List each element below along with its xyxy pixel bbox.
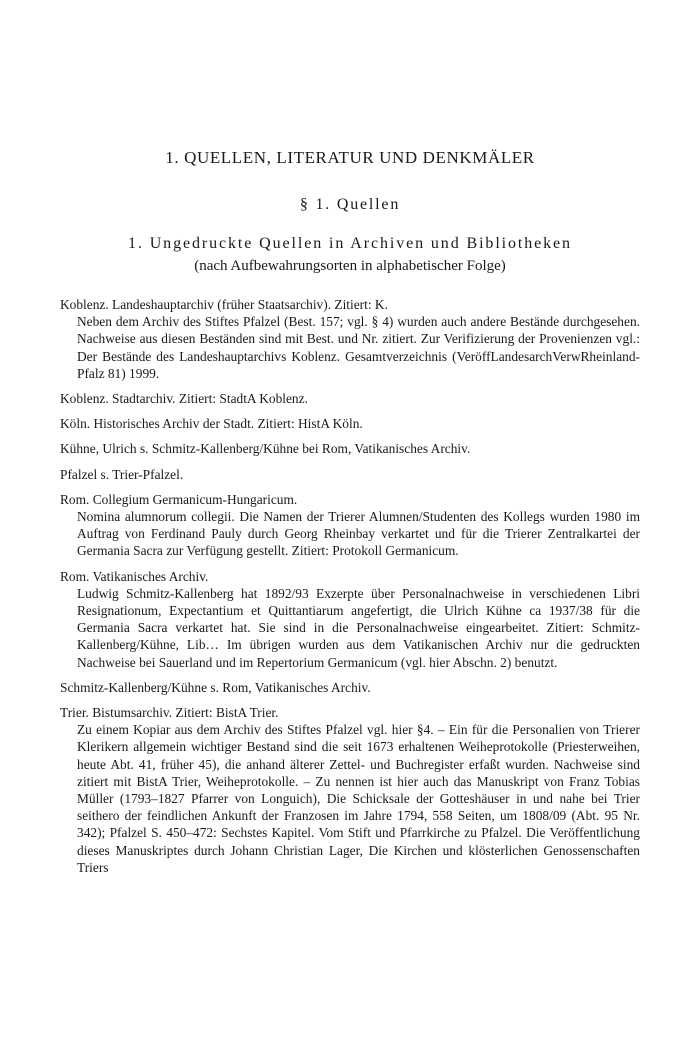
- entry-description: Zu einem Kopiar aus dem Archiv des Stiftes Pfalzel vgl. hier §4. – Ein für die Personalien von Trierer Klerikern allgemein wichtiger Bestand sind die seit 1673 erhaltenen Weiheprotokolle (Priesterweihen, heute Abt. 41, früher 45), die anhand älterer Zettel- und Buchregister erfaßt wurden. Nachweise sind zitiert mit BistA Trier, Weiheprotokolle. – Zu nennen ist hier auch das Manuskript von Franz Tobias Müller (1793–1827 Pfarrer von Longuich), Die Schicksale der Gotteshäuser in und nahe bei Trier seithero der feindlichen Ankunft der Franzosen im Jahre 1794, 558 Seiten, um 1808/09 (Abt. 95 Nr. 342); Pfalzel S. 450–472: Sechstes Kapitel. Vom Stift und Pfarrkirche zu Pfalzel. Die Veröffentlichung dieses Manuskriptes durch Johann Christian Lager, Die Kirchen und klösterlichen Genossenschaften Triers: [77, 722, 640, 875]
- entry-heading: Rom. Vatikanisches Archiv.: [60, 568, 209, 584]
- source-entry: [60, 466, 640, 483]
- entry-description: Neben dem Archiv des Stiftes Pfalzel (Best. 157; vgl. § 4) wurden auch andere Bestände durchgesehen. Nachweise aus diesen Beständen sind mit Best. und Nr. zitiert. Zur Verifizierung der Provenienzen vgl.: Der Bestände des Landeshauptarchivs Koblenz. Gesamtverzeichnis (VeröffLandesarchVerwRheinland-Pfalz 81) 1999.: [77, 314, 640, 381]
- subsection-title: 1. Ungedruckte Quellen in Archiven und Bibliotheken: [128, 235, 572, 252]
- source-entry: [60, 568, 640, 671]
- source-entry: [60, 704, 640, 876]
- source-entry: [60, 491, 640, 560]
- subsection-note: (nach Aufbewahrungsorten in alphabetischer Folge): [194, 258, 506, 274]
- entry-heading: Schmitz-Kallenberg/Kühne s. Rom, Vatikanisches Archiv.: [60, 679, 371, 695]
- entry-description: Nomina alumnorum collegii. Die Namen der Trierer Alumnen/Studenten des Kollegs wurden 1980 im Auftrag von Ferdinand Pauly durch Georg Rheinbay verkartet und für die Trierer Zentralkartei der Germania Sacra zur Verfügung gestellt. Zitiert: Protokoll Germanicum.: [77, 509, 640, 559]
- source-entries: [60, 296, 640, 884]
- source-entry: [60, 390, 640, 407]
- entry-heading: Rom. Collegium Germanicum-Hungaricum.: [60, 491, 298, 507]
- entry-heading: Trier. Bistumsarchiv. Zitiert: BistA Trier.: [60, 705, 279, 721]
- source-entry: [60, 679, 640, 696]
- chapter-title: 1. QUELLEN, LITERATUR UND DENKMÄLER: [165, 148, 535, 167]
- source-entry: [60, 440, 640, 457]
- source-entry: [60, 415, 640, 432]
- source-entry: [60, 296, 640, 382]
- entry-heading: Koblenz. Landeshauptarchiv (früher Staatsarchiv). Zitiert: K.: [60, 297, 388, 312]
- entry-description: Ludwig Schmitz-Kallenberg hat 1892/93 Exzerpte über Personalnachweise in verschiedenen Libri Resignationum, Expectantium et Quittantiarum angefertigt, die Ulrich Kühne ca 1937/38 für die Germania Sacra verkartet hat. Sie sind in die Personalnachweise eingearbeitet. Zitiert: Schmitz-Kallenberg/Kühne, Lib… Im übrigen wurden aus dem Vatikanischen Archiv nur die gedruckten Nachweise bei Sauerland und im Repertorium Germanicum (vgl. hier Abschn. 2) benutzt.: [77, 585, 640, 670]
- entry-heading: Koblenz. Stadtarchiv. Zitiert: StadtA Koblenz.: [60, 391, 308, 407]
- section-title: § 1. Quellen: [299, 196, 401, 213]
- entry-heading: Kühne, Ulrich s. Schmitz-Kallenberg/Kühne bei Rom, Vatikanisches Archiv.: [60, 441, 471, 457]
- entry-heading: Pfalzel s. Trier-Pfalzel.: [60, 466, 184, 482]
- entry-heading: Köln. Historisches Archiv der Stadt. Zitiert: HistA Köln.: [60, 416, 363, 432]
